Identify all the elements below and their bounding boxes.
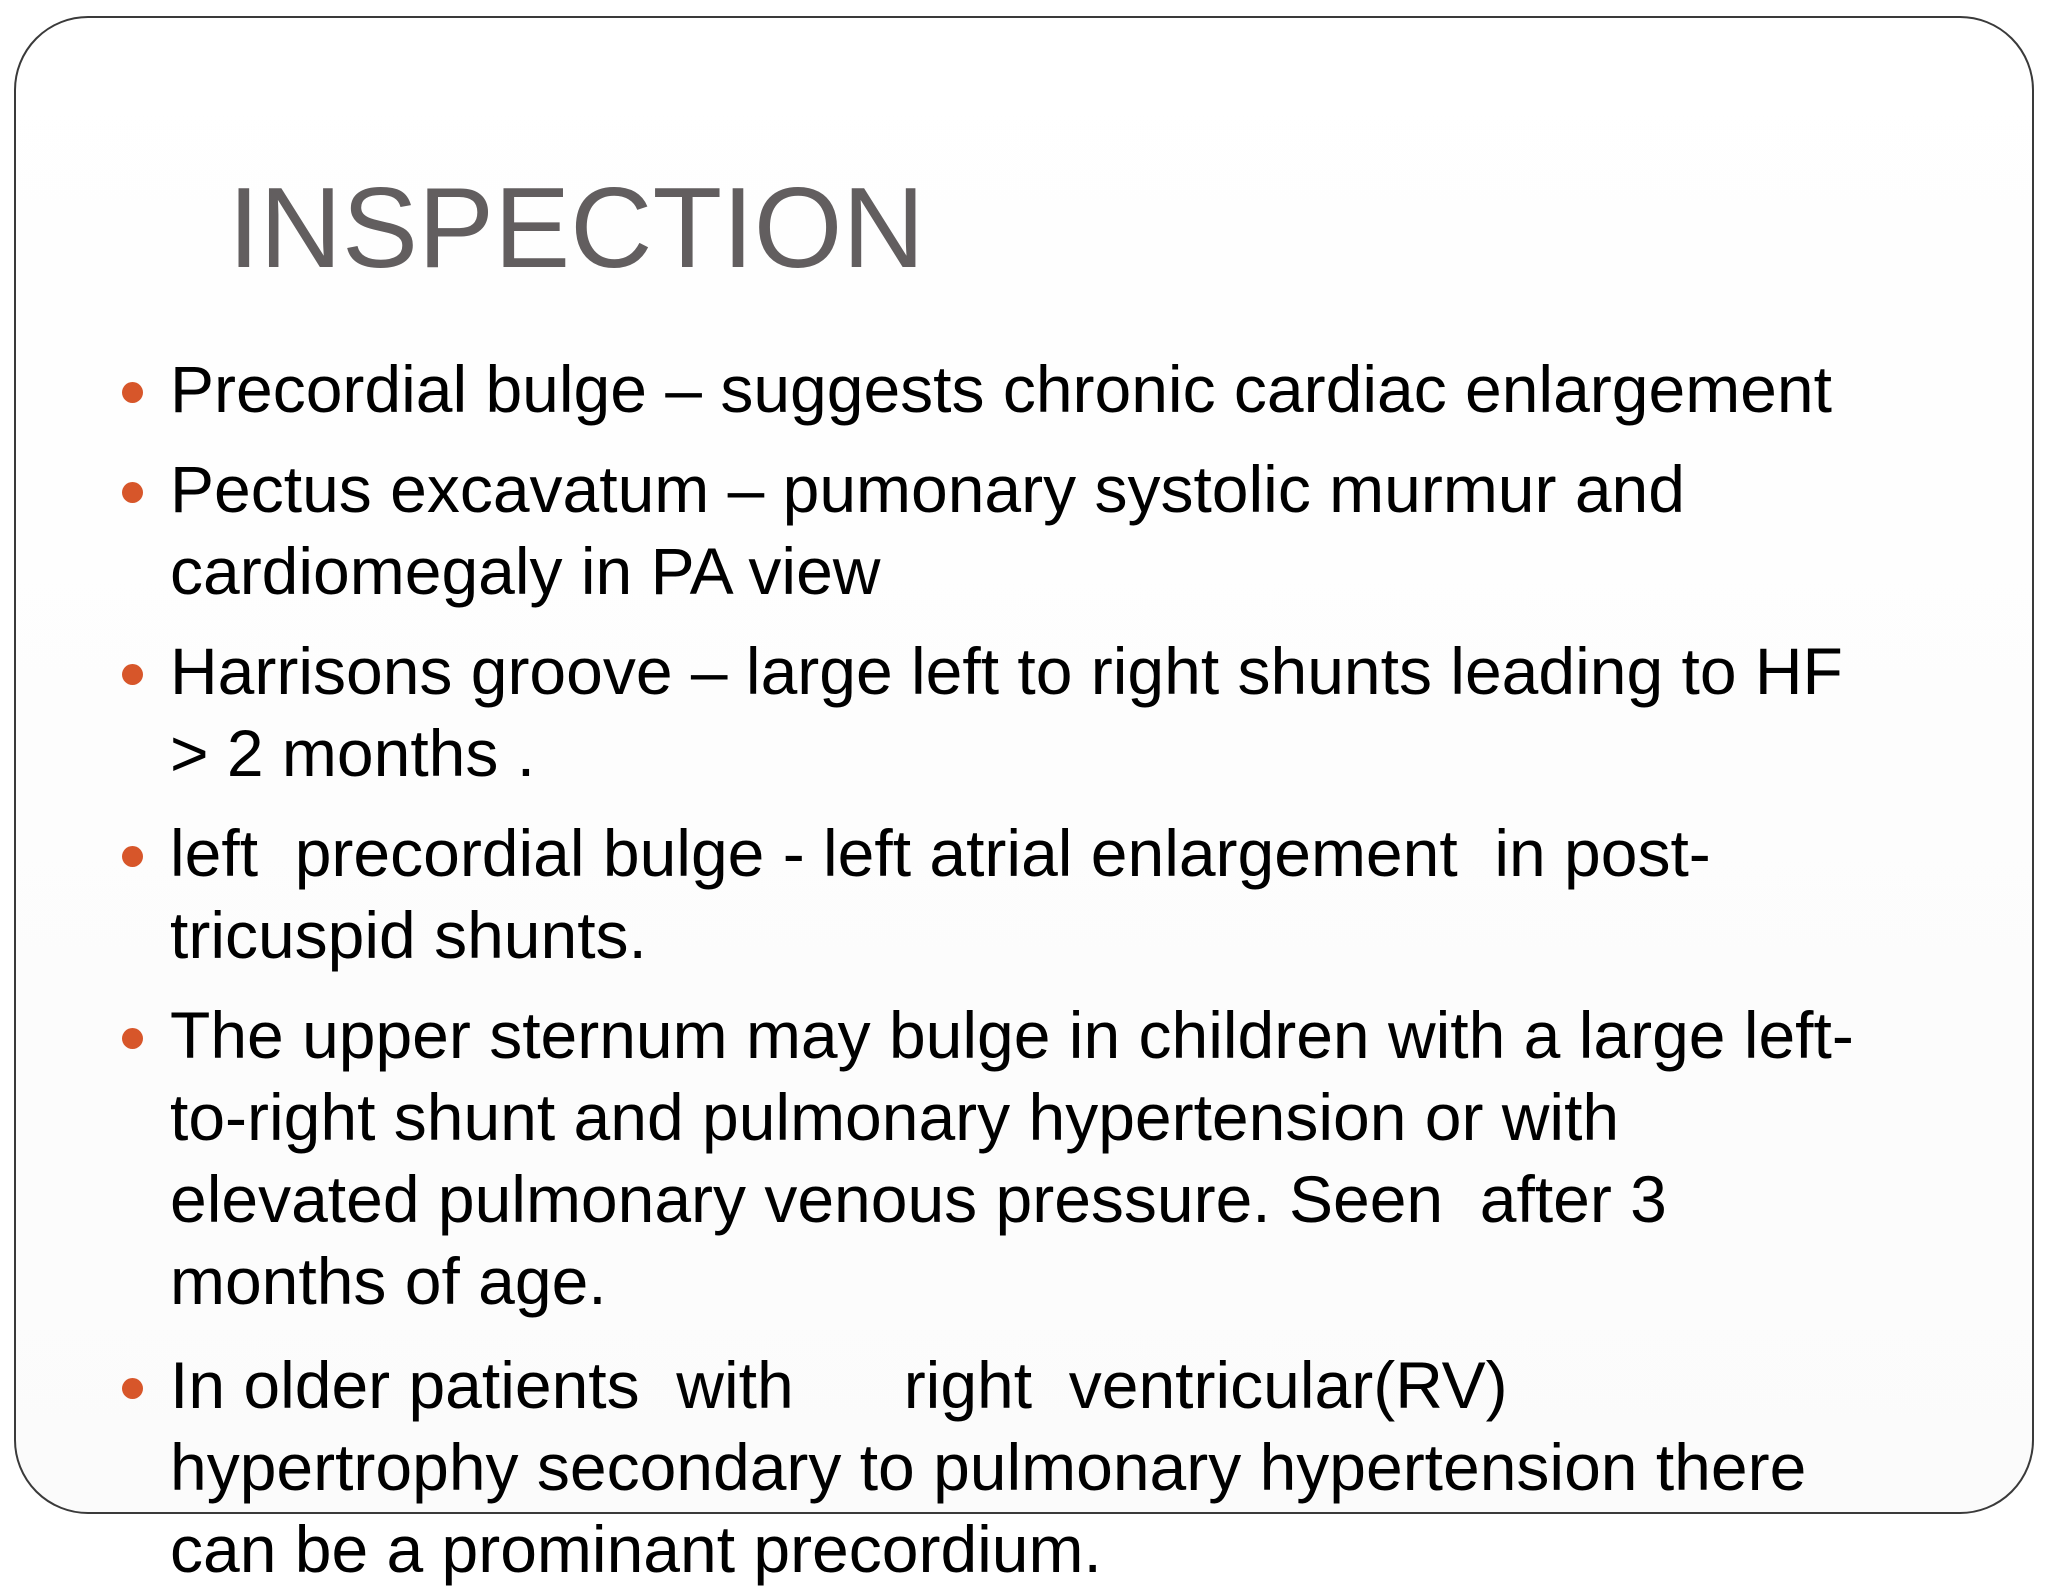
bullet-item-pectus-excavatum — [170, 448, 1970, 612]
bullet-text-line: > 2 months . — [170, 716, 536, 790]
bullet-text-line: elevated pulmonary venous pressure. Seen after 3 — [170, 1162, 1667, 1236]
bullet-item-upper-sternum — [170, 994, 1970, 1322]
bullet-text-line: Harrisons groove – large left to right shunts leading to HF — [170, 634, 1843, 708]
bullet-text-line: months of age. — [170, 1244, 607, 1318]
bullet-text-line: In older patients with right ventricular(RV) — [170, 1348, 1508, 1422]
bullet-dot — [122, 382, 143, 403]
bullet-item-older-patients — [170, 1344, 1970, 1590]
bullet-dot — [122, 482, 143, 503]
bullet-dot — [122, 1028, 143, 1049]
bullet-text-line: can be a prominant precordium. — [170, 1512, 1102, 1586]
bullet-text-line: left precordial bulge - left atrial enlargement in post- — [170, 816, 1711, 890]
bullet-item-left-precordial-bulge — [170, 812, 1970, 976]
bullet-dot — [122, 846, 143, 867]
bullet-list — [170, 348, 1970, 1590]
bullet-text-line: cardiomegaly in PA view — [170, 534, 881, 608]
bullet-item-precordial-bulge — [170, 348, 1970, 430]
bullet-dot — [122, 1378, 143, 1399]
bullet-text-line: Precordial bulge – suggests chronic cardiac enlargement — [170, 352, 1832, 426]
bullet-text-line: to-right shunt and pulmonary hypertension or with — [170, 1080, 1620, 1154]
bullet-text-line: The upper sternum may bulge in children with a large left- — [170, 998, 1854, 1072]
bullet-text-line: hypertrophy secondary to pulmonary hypertension there — [170, 1430, 1807, 1504]
bullet-text-line: tricuspid shunts. — [170, 898, 647, 972]
slide-title: INSPECTION — [228, 165, 925, 292]
slide-frame — [14, 16, 2034, 1586]
bullet-text-line: Pectus excavatum – pumonary systolic murmur and — [170, 452, 1685, 526]
bullet-item-harrisons-groove — [170, 630, 1970, 794]
bullet-dot — [122, 664, 143, 685]
